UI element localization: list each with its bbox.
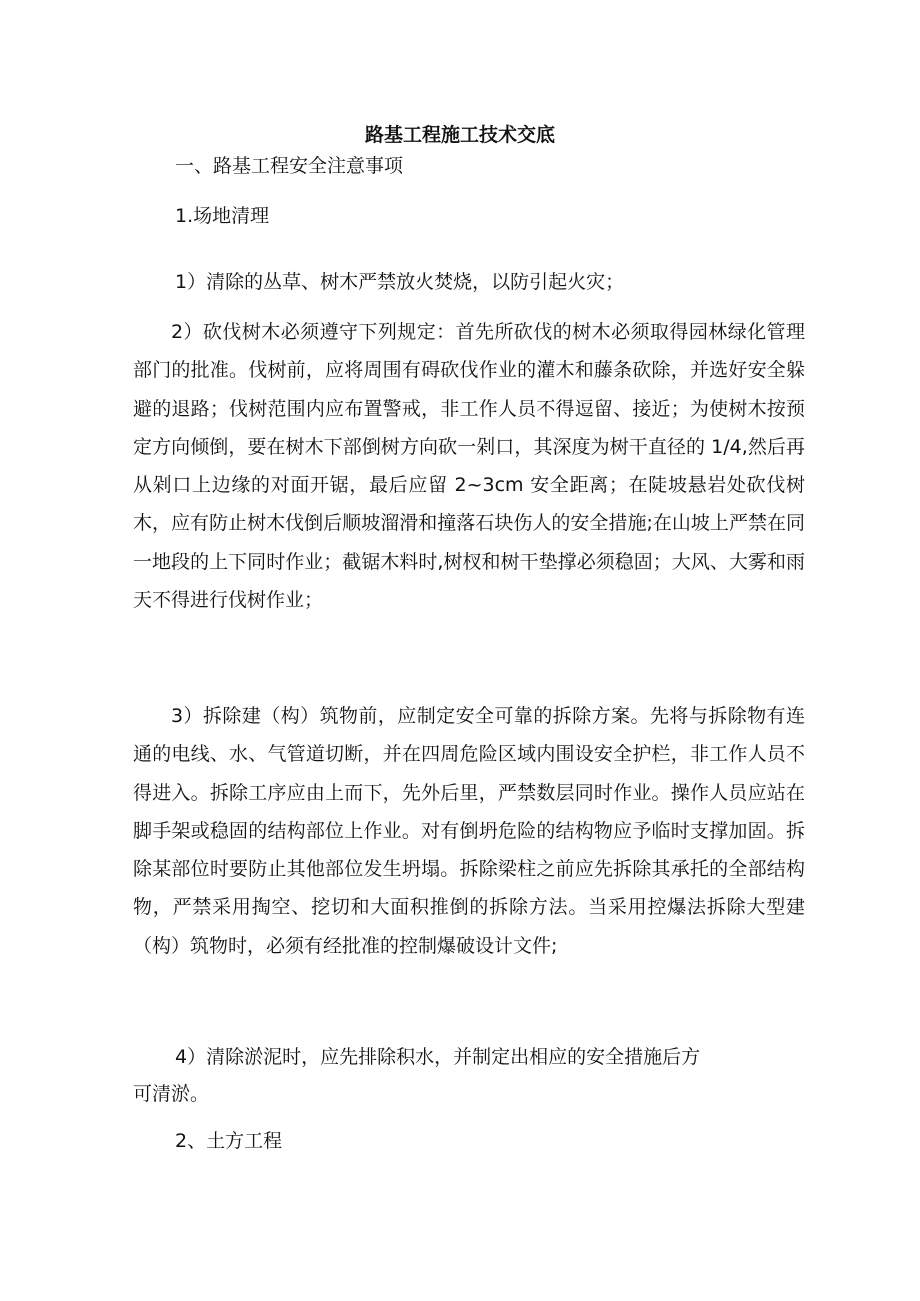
item-2-paragraph: 2）砍伐树木必须遵守下列规定：首先所砍伐的树木必须取得园林绿化管理部门的批准。伐树前，应将周围有碍砍伐作业的灌木和藤条砍除，并选好安全躲避的退路；伐树范围内应布置警戒，非工作人员不得逗留、接近；为使树木按预定方向倾倒，要在树木下部倒树方向砍一剁口，其深度为树干直径的 1/4,然后再从剁口上边缘的对面开锯，最后应留 2~3cm 安全距离；在陡坡悬岩处砍伐树木，应有防止树木伐倒后顺坡溜滑和撞落石块伤人的安全措施;在山坡上严禁在同一地段的上下同时作业；截锯木料时,树杈和树干垫撑必须稳固；大风、大雾和雨天不得进行伐树作业； (133, 321, 805, 612)
item-4-line-1: 4）清除淤泥时，应先排除积水，并制定出相应的安全措施后方 (175, 1046, 701, 1068)
item-4-line-2: 可清淤。 (133, 1083, 210, 1105)
subsection-heading-site-clearing: 1.场地清理 (175, 205, 270, 227)
item-3-paragraph: 3）拆除建（构）筑物前，应制定安全可靠的拆除方案。先将与拆除物有连通的电线、水、气管道切断，并在四周危险区域内围设安全护栏，非工作人员不得进入。拆除工序应由上而下，先外后里，严禁数层同时作业。操作人员应站在脚手架或稳固的结构部位上作业。对有倒坍危险的结构物应予临时支撑加固。拆除某部位时要防止其他部位发生坍塌。拆除梁柱之前应先拆除其承托的全部结构物，严禁采用掏空、挖切和大面积推倒的拆除方法。当采用控爆法拆除大型建（构）筑物时，必须有经批准的控制爆破设计文件; (133, 705, 805, 957)
item-1-text: 1）清除的丛草、树木严禁放火焚烧，以防引起火灾； (175, 271, 625, 293)
document-title: 路基工程施工技术交底 (364, 124, 555, 146)
subsection-heading-earthwork: 2、土方工程 (175, 1130, 283, 1152)
section-heading-safety: 一、路基工程安全注意事项 (175, 155, 404, 177)
